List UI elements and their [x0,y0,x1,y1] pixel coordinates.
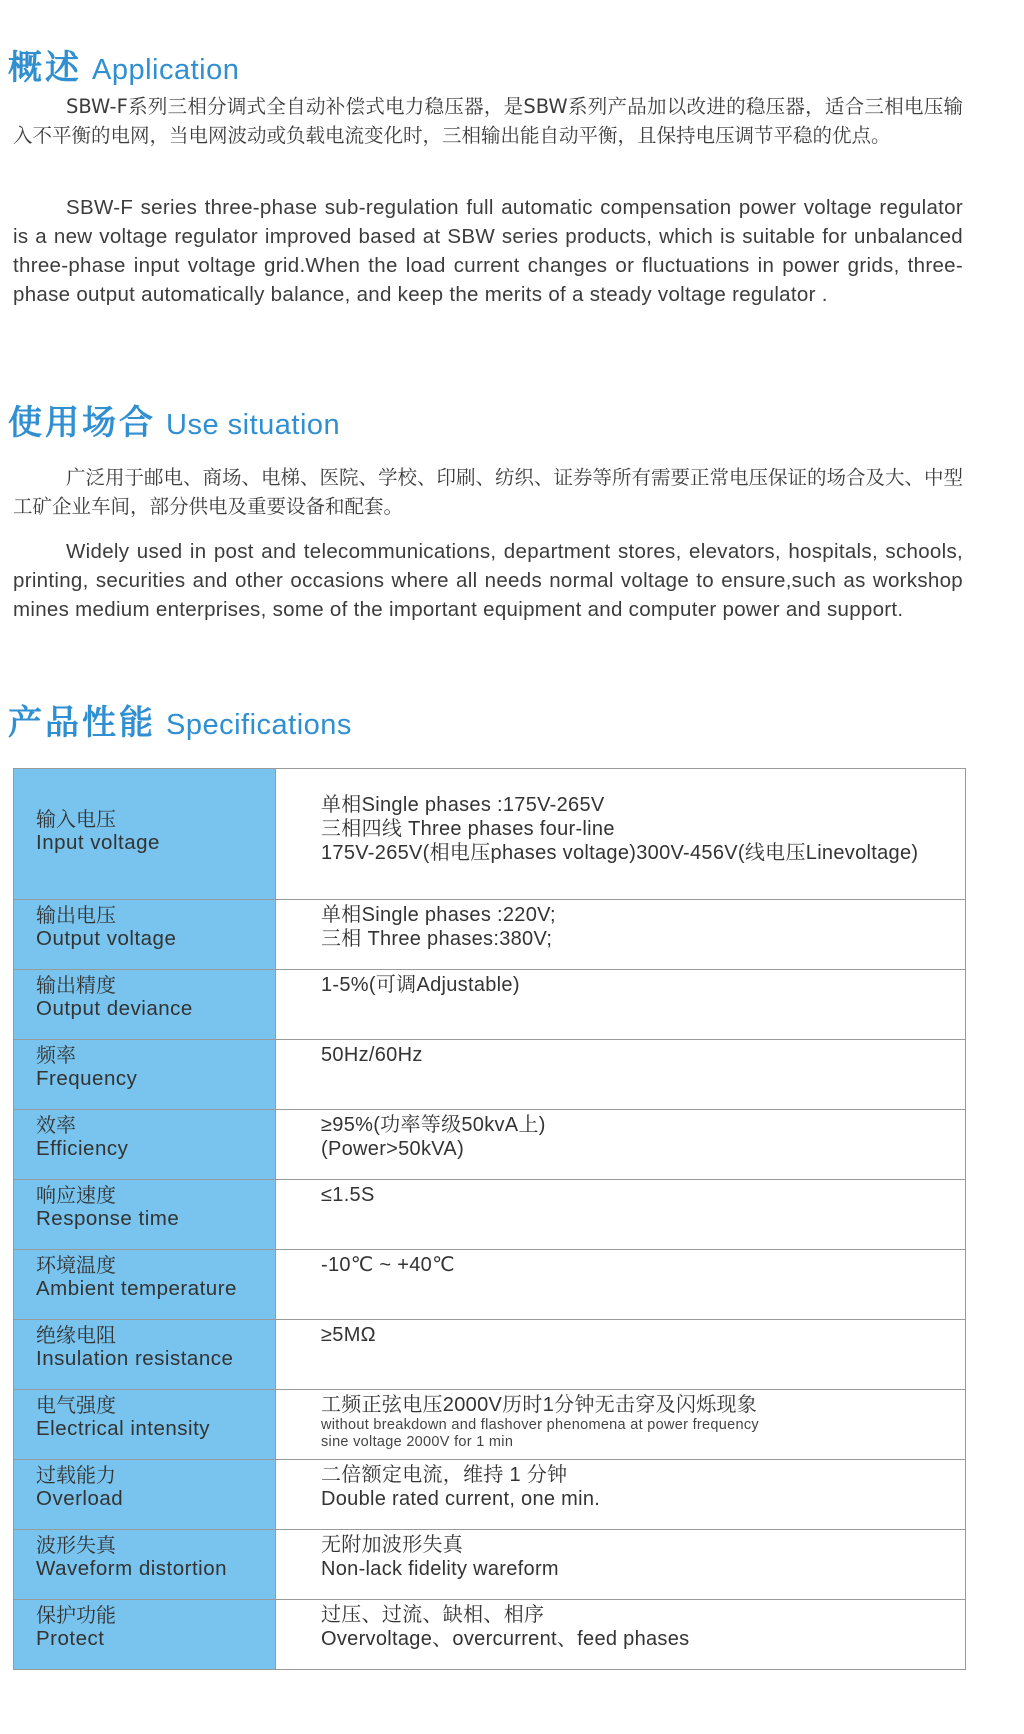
spec-row [14,1040,966,1110]
spec-value-line: 单相Single phases :175V-265V [321,794,605,816]
spec-value-line: 三相 Three phases:380V; [321,928,553,950]
spec-value-cell [276,769,966,900]
spec-value-line: ≤1.5S [321,1184,375,1206]
spec-value-line: 50Hz/60Hz [321,1044,423,1066]
spec-value-cell [276,1530,966,1600]
spec-value-line: Overvoltage、overcurrent、feed phases [321,1628,690,1650]
spec-label-en: Input voltage [36,831,160,854]
spec-label-zh: 响应速度 [36,1183,116,1207]
spec-value-line: 无附加波形失真 [321,1534,464,1556]
spec-value-note: without breakdown and flashover phenomena at power frequency [321,1417,759,1433]
use-title-zh: 使用场合 [8,403,156,443]
spec-value-cell [276,1600,966,1670]
spec-label-en: Ambient temperature [36,1277,237,1300]
spec-value-cell [276,1180,966,1250]
spec-label-cell [14,1320,276,1390]
spec-row [14,1180,966,1250]
spec-value-line: Double rated current, one min. [321,1488,601,1510]
spec-value-line: 单相Single phases :220V; [321,904,556,926]
spec-value-cell [276,900,966,970]
spec-label-cell [14,1110,276,1180]
spec-label-zh: 输入电压 [36,807,116,831]
specs-title-en: Specifications [166,709,352,741]
spec-label-zh: 波形失真 [36,1533,116,1557]
spec-value-cell [276,970,966,1040]
spec-label-en: Overload [36,1487,124,1510]
spec-value-line: (Power>50kVA) [321,1138,465,1160]
use-paragraph-en: Widely used in post and telecommunications, department stores, elevators, hospitals, schools, printing, securities and other occasions where all needs normal voltage to ensure,such as workshop mines medium enterprises, some of the important equipment and computer power and support. [13,540,963,621]
spec-row [14,900,966,970]
spec-label-en: Output deviance [36,997,193,1020]
spec-row [14,1320,966,1390]
spec-label-cell [14,1040,276,1110]
spec-label-en: Frequency [36,1067,138,1090]
spec-value-line: Non-lack fidelity wareform [321,1558,559,1580]
spec-label-zh: 输出电压 [36,903,116,927]
spec-value-line: -10℃ ~ +40℃ [321,1254,455,1276]
spec-value-line: ≥95%(功率等级50kvA上) [321,1114,546,1136]
application-paragraph-zh: SBW-F系列三相分调式全自动补偿式电力稳压器，是SBW系列产品加以改进的稳压器，适合三相电压输入不平衡的电网，当电网波动或负载电流变化时，三相输出能自动平衡，且保持电压调节平稳的优点。 [13,95,963,147]
spec-value-line: 1-5%(可调Adjustable) [321,974,520,996]
spec-label-cell [14,1530,276,1600]
spec-label-en: Waveform distortion [36,1557,228,1580]
spec-label-zh: 保护功能 [36,1603,116,1627]
spec-value-cell [276,1250,966,1320]
spec-value-line: 175V-265V(相电压phases voltage)300V-456V(线电压Linevoltage) [321,842,919,864]
spec-row [14,1530,966,1600]
spec-value-line: 工频正弦电压2000V历时1分钟无击穿及闪烁现象 [321,1394,758,1416]
spec-value-line: 过压、过流、缺相、相序 [321,1604,545,1626]
spec-value-line: 二倍额定电流，维持 1 分钟 [321,1464,568,1486]
specs-title-zh: 产品性能 [8,703,156,743]
spec-value-cell [276,1390,966,1460]
spec-label-cell [14,1250,276,1320]
spec-label-zh: 绝缘电阻 [36,1323,116,1347]
spec-label-zh: 频率 [36,1043,76,1067]
spec-row [14,1250,966,1320]
spec-label-cell [14,1390,276,1460]
spec-label-en: Electrical intensity [36,1417,211,1440]
spec-value-cell [276,1040,966,1110]
spec-label-cell [14,970,276,1040]
spec-label-zh: 过载能力 [36,1463,116,1487]
use-situation-heading [8,395,340,444]
spec-label-en: Output voltage [36,927,177,950]
spec-label-zh: 输出精度 [36,973,116,997]
spec-value-cell [276,1110,966,1180]
application-title-en: Application [92,54,240,86]
spec-label-zh: 效率 [36,1113,76,1137]
specifications-table [13,768,966,1670]
spec-label-cell [14,1180,276,1250]
spec-label-zh: 环境温度 [36,1253,116,1277]
spec-label-cell [14,769,276,900]
spec-label-cell [14,1600,276,1670]
spec-value-line: ≥5MΩ [321,1324,376,1346]
spec-row [14,970,966,1040]
spec-label-en: Protect [36,1627,105,1650]
spec-label-cell [14,1460,276,1530]
spec-label-cell [14,900,276,970]
spec-row [14,1600,966,1670]
spec-row [14,1110,966,1180]
spec-value-cell [276,1320,966,1390]
spec-row [14,1390,966,1460]
application-paragraph-en: SBW-F series three-phase sub-regulation full automatic compensation power voltage regulator is a new voltage regulator improved based at SBW series products, which is suitable for unbalanced three-phase input voltage grid.When the load current changes or fluctuations in power grids, three-phase output automatically balance, and keep the merits of a steady voltage regulator . [13,196,963,306]
spec-label-en: Efficiency [36,1137,129,1160]
spec-value-note: sine voltage 2000V for 1 min [321,1434,514,1450]
use-paragraph-zh: 广泛用于邮电、商场、电梯、医院、学校、印刷、纺织、证券等所有需要正常电压保证的场合及大、中型工矿企业车间，部分供电及重要设备和配套。 [13,466,964,518]
spec-label-en: Insulation resistance [36,1347,234,1370]
application-title-zh: 概述 [8,48,82,88]
specifications-heading [8,695,352,744]
spec-label-zh: 电气强度 [36,1393,116,1417]
spec-label-en: Response time [36,1207,180,1230]
spec-value-line: 三相四线 Three phases four-line [321,818,615,840]
application-heading [8,40,239,89]
spec-value-cell [276,1460,966,1530]
use-title-en: Use situation [166,409,341,441]
spec-row [14,769,966,900]
spec-row [14,1460,966,1530]
